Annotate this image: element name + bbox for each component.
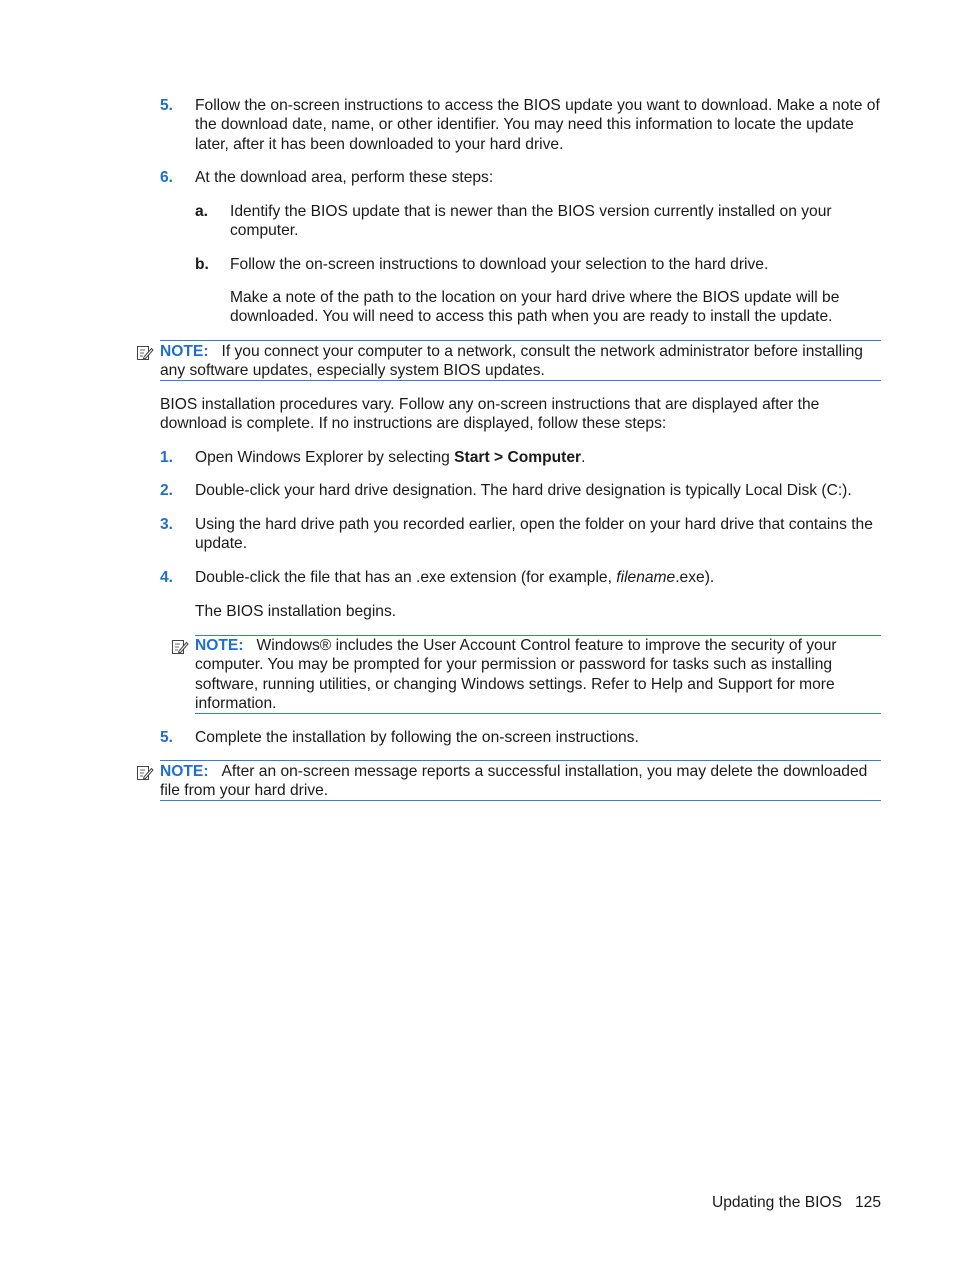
substep-text: Follow the on-screen instructions to download your selection to the hard drive. xyxy=(230,256,769,273)
step-text xyxy=(195,448,885,467)
step-text xyxy=(195,568,885,587)
note-bottom-rule xyxy=(160,800,881,801)
step-text-plain: Open Windows Explorer by selecting xyxy=(195,449,455,466)
note-pencil-icon xyxy=(171,638,189,656)
step-number: 4. xyxy=(160,569,174,586)
note-bottom-rule xyxy=(195,713,881,714)
step-text-plain: .exe). xyxy=(675,569,715,586)
substep-followup: Make a note of the path to the location on your hard drive where the BIOS update will be downloaded. You will need to access this path when you are ready to install the update. xyxy=(230,289,840,326)
note-top-rule xyxy=(160,340,881,341)
substep-text: Identify the BIOS update that is newer than the BIOS version currently installed on your computer. xyxy=(230,203,832,240)
step-text-plain: . xyxy=(581,449,586,466)
step-text: Complete the installation by following the on-screen instructions. xyxy=(195,729,639,746)
step-text: At the download area, perform these steps: xyxy=(195,169,494,186)
note-label: NOTE: xyxy=(160,343,209,360)
step-number: 2. xyxy=(160,482,174,499)
step-number: 3. xyxy=(160,516,174,533)
note-top-rule xyxy=(160,760,881,761)
step-number: 6. xyxy=(160,169,174,186)
step-text-plain: Double-click the file that has an .exe extension (for example, xyxy=(195,569,617,586)
note-text: After an on-screen message reports a successful installation, you may delete the downloaded file from your hard drive. xyxy=(160,763,868,800)
note-text: Windows® includes the User Account Control feature to improve the security of your computer. You may be prompted for your permission or password for tasks such as installing software, running utilities, or changing Windows settings. Refer to Help and Support for more information. xyxy=(195,637,837,713)
step-text-bold: Start > Computer xyxy=(454,449,582,466)
intro-paragraph: BIOS installation procedures vary. Follow any on-screen instructions that are displayed after the download is complete. If no instructions are displayed, follow these steps: xyxy=(160,396,820,433)
step-text: Double-click your hard drive designation. The hard drive designation is typically Local Disk (C:). xyxy=(195,482,852,499)
footer-section-title: Updating the BIOS xyxy=(711,1194,842,1211)
step-number: 5. xyxy=(160,729,174,746)
note-pencil-icon xyxy=(136,764,154,782)
note-pencil-icon xyxy=(136,344,154,362)
note-text: If you connect your computer to a network, consult the network administrator before installing any software updates, especially system BIOS updates. xyxy=(160,343,863,380)
note-body xyxy=(160,342,885,381)
step-text: Follow the on-screen instructions to access the BIOS update you want to download. Make a note of the download date, name, or other identifier. You may need this information to locate the update later, after it has been downloaded to your hard drive. xyxy=(195,97,880,153)
substep-letter: a. xyxy=(195,203,209,220)
note-label: NOTE: xyxy=(160,763,209,780)
note-bottom-rule xyxy=(160,380,881,381)
step-text-italic: filename xyxy=(616,569,676,586)
step-number: 5. xyxy=(160,97,174,114)
step-number: 1. xyxy=(160,449,174,466)
note-body xyxy=(195,636,863,714)
note-label: NOTE: xyxy=(195,637,244,654)
step-followup: The BIOS installation begins. xyxy=(195,603,397,620)
note-body xyxy=(160,762,885,801)
substep-letter: b. xyxy=(195,256,209,273)
step-text: Using the hard drive path you recorded earlier, open the folder on your hard drive that contains the update. xyxy=(195,516,873,553)
page-footer xyxy=(600,1193,881,1212)
footer-page-number: 125 xyxy=(854,1194,881,1211)
